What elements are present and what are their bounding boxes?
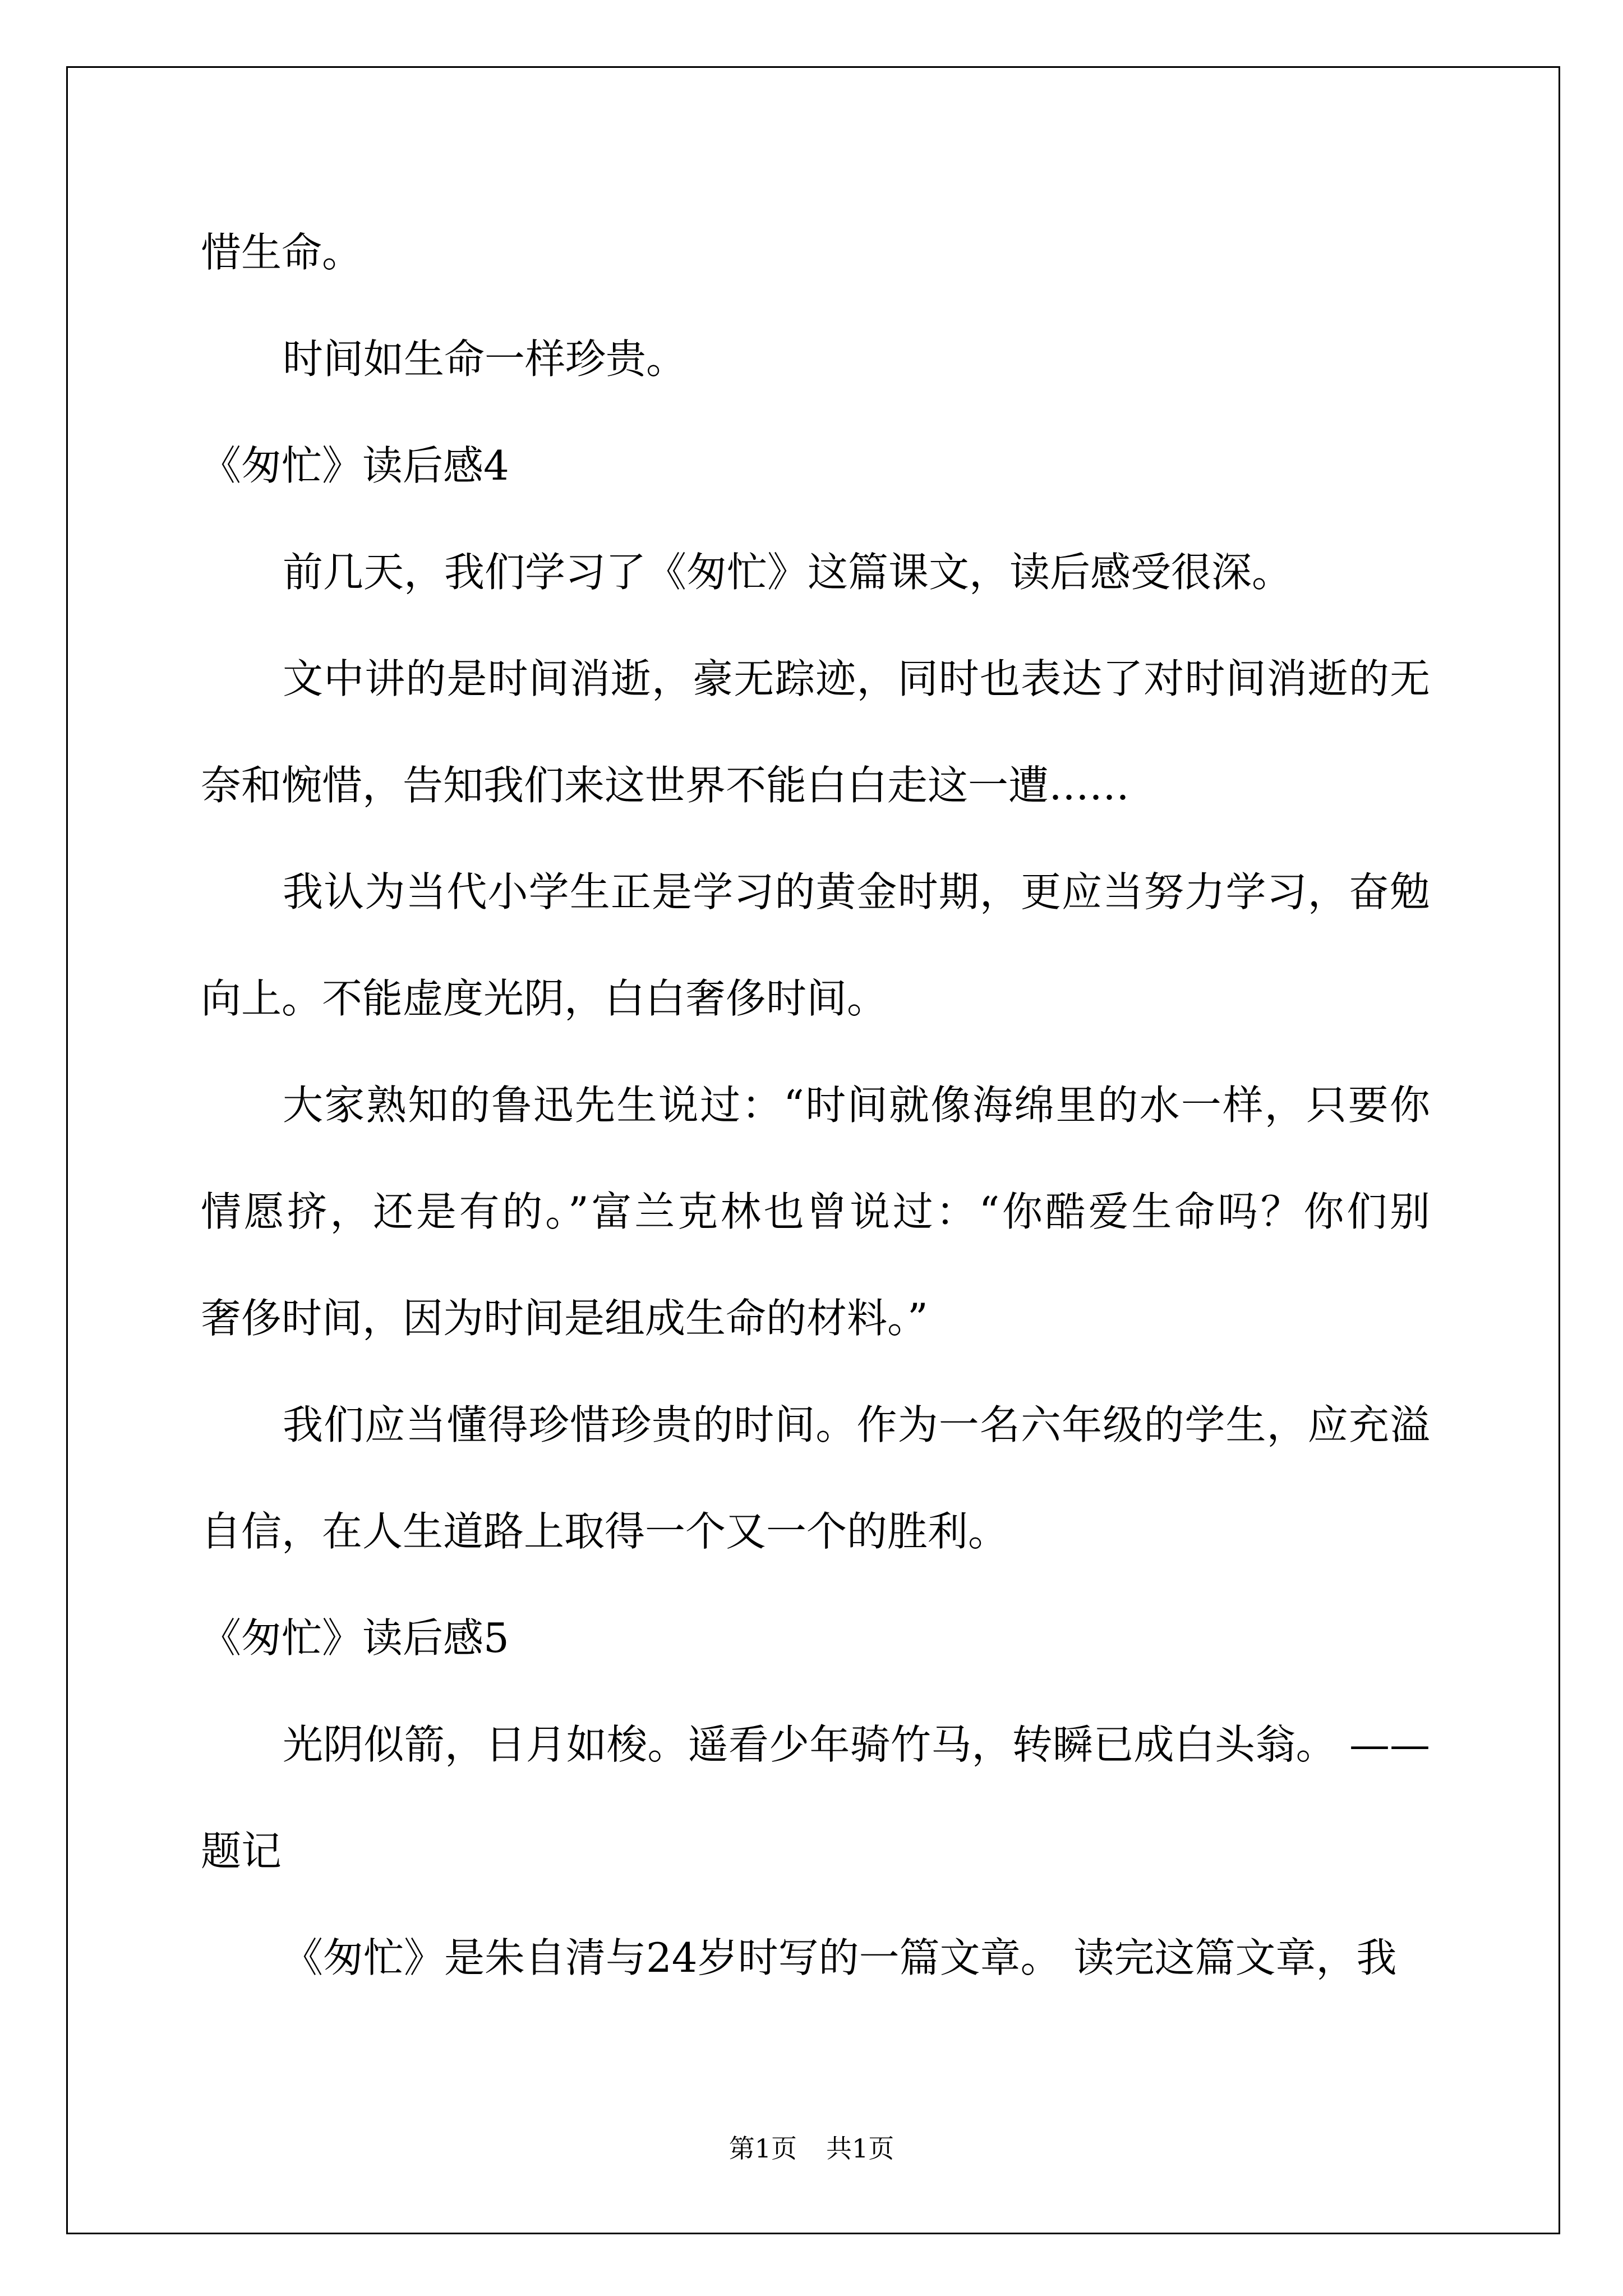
text-line: 情愿挤，还是有的。”富兰克林也曾说过：“你酷爱生命吗？你们别 xyxy=(201,1188,1430,1235)
text-line: 大家熟知的鲁迅先生说过：“时间就像海绵里的水一样，只要你 xyxy=(283,1082,1430,1129)
paragraph xyxy=(201,839,1430,1052)
page-footer xyxy=(0,2132,1623,2165)
text-line: 前几天，我们学习了《匆忙》这篇课文，读后感受很深。 xyxy=(283,549,1293,596)
heading-text: 《匆忙》读后感4 xyxy=(201,442,509,489)
paragraph xyxy=(201,519,1430,625)
text-line: 向上。不能虚度光阴，白白奢侈时间。 xyxy=(201,975,888,1022)
paragraph xyxy=(201,1904,1430,2011)
page-total: 共1页 xyxy=(826,2133,895,2164)
text-line: 光阴似箭，日月如梭。遥看少年骑竹马，转瞬已成白头翁。 —— xyxy=(283,1721,1430,1768)
text-line: 奢侈时间，因为时间是组成生命的材料。” xyxy=(201,1295,928,1342)
text-line: 惜生命。 xyxy=(201,229,363,276)
paragraph xyxy=(201,625,1430,839)
paragraph xyxy=(201,199,1430,306)
heading-text: 《匆忙》读后感5 xyxy=(201,1614,509,1662)
section-heading xyxy=(201,1585,1430,1691)
text-line: 时间如生命一样珍贵。 xyxy=(283,335,687,383)
text-line: 文中讲的是时间消逝，豪无踪迹，同时也表达了对时间消逝的无 xyxy=(283,655,1430,702)
paragraph xyxy=(201,1052,1430,1372)
paragraph xyxy=(201,1691,1430,1904)
text-line: 我们应当懂得珍惜珍贵的时间。作为一名六年级的学生，应充溢 xyxy=(283,1401,1430,1448)
document-body xyxy=(201,199,1430,2011)
text-line: 自信，在人生道路上取得一个又一个的胜利。 xyxy=(201,1508,1009,1555)
section-heading xyxy=(201,412,1430,519)
paragraph xyxy=(201,306,1430,412)
text-line: 奈和惋惜，告知我们来这世界不能白白走这一遭…… xyxy=(201,762,1130,809)
text-line: 我认为当代小学生正是学习的黄金时期，更应当努力学习，奋勉 xyxy=(283,868,1430,915)
page-number: 第1页 xyxy=(728,2133,797,2164)
paragraph xyxy=(201,1372,1430,1585)
text-line: 题记 xyxy=(201,1828,282,1875)
text-line: 《匆忙》是朱自清与24岁时写的一篇文章。 读完这篇文章，我 xyxy=(283,1934,1397,1981)
